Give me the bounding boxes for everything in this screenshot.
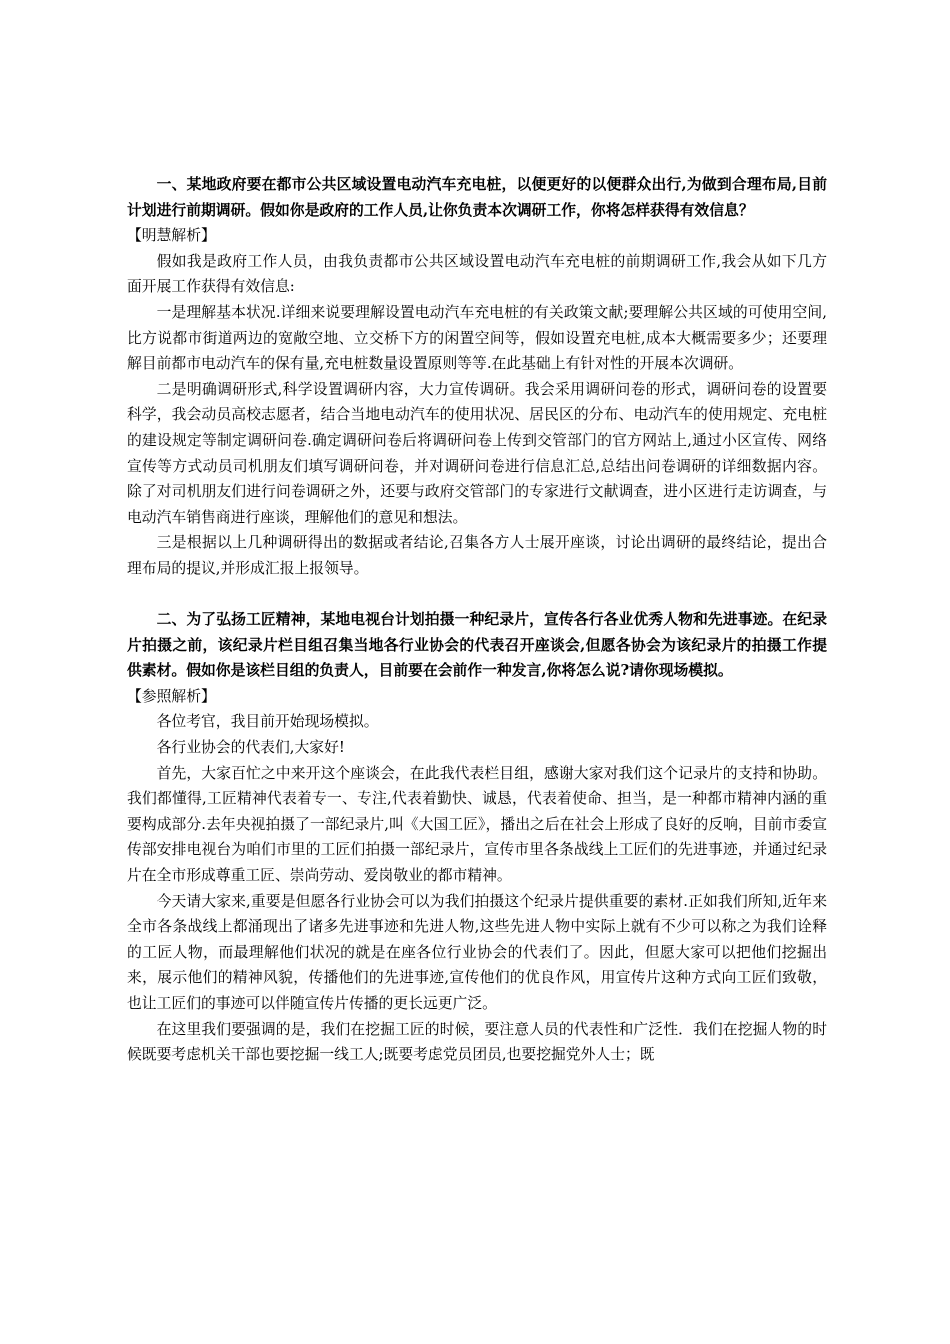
- answer-2-paragraph: 首先，大家百忙之中来开这个座谈会，在此我代表栏目组，感谢大家对我们这个记录片的支持和协助。我们都懂得,工匠精神代表着专一、专注,代表着勤快、诚恳，代表着使命、担当，是一种都市精神内涵的重要构成部分.去年央视拍摄了一部纪录片,叫《大国工匠》，播出之后在社会上形成了良好的反响，目前市委宣传部安排电视台为咱们市里的工匠们拍摄一部纪录片，宣传市里各条战线上工匠们的先进事迹，并通过纪录片在全市形成尊重工匠、崇尚劳动、爱岗敬业的都市精神。: [127, 764, 827, 885]
- answer-1-paragraph: 假如我是政府工作人员，由我负责都市公共区域设置电动汽车充电桩的前期调研工作,我会从如下几方面开展工作获得有效信息:: [127, 252, 827, 296]
- answer-1-paragraph: 二是明确调研形式,科学设置调研内容，大力宣传调研。我会采用调研问卷的形式，调研问卷的设置要科学，我会动员高校志愿者，结合当地电动汽车的使用状况、居民区的分布、电动汽车的使用规定、充电桩的建设规定等制定调研问卷.确定调研问卷后将调研问卷上传到交管部门的官方网站上,通过小区宣传、网络宣传等方式动员司机朋友们填写调研问卷，并对调研问卷进行信息汇总,总结出问卷调研的详细数据内容。除了对司机朋友们进行问卷调研之外，还要与政府交管部门的专家进行文献调查，进小区进行走访调查，与电动汽车销售商进行座谈，理解他们的意见和想法。: [127, 380, 827, 526]
- section-spacer: [127, 582, 827, 608]
- answer-2-paragraph: 各位考官，我目前开始现场模拟。: [156, 713, 379, 731]
- document-body: [127, 172, 827, 1068]
- answer-1-paragraph: 三是根据以上几种调研得出的数据或者结论,召集各方人士展开座谈，讨论出调研的最终结论，提出合理布局的提议,并形成汇报上报领导。: [127, 534, 827, 577]
- answer-2-paragraph: 各行业协会的代表们,大家好!: [156, 739, 345, 757]
- answer-2-paragraph: 今天请大家来,重要是但愿各行业协会可以为我们拍摄这个纪录片提供重要的素材.正如我们所知,近年来全市各条战线上都涌现出了诸多先进事迹和先进人物,这些先进人物中实际上就有不少可以称之为我们诠释的工匠人物，而最理解他们状况的就是在座各位行业协会的代表们了。因此，但愿大家可以把他们挖掘出来，展示他们的精神风貌，传播他们的先进事迹,宣传他们的优良作风，用宣传片这种方式向工匠们致敬，也让工匠们的事迹可以伴随宣传片传播的更长远更广泛。: [127, 892, 827, 1012]
- analysis-label-2: 【参照解析】: [127, 687, 216, 705]
- answer-2-paragraph: 在这里我们要强调的是，我们在挖掘工匠的时候，要注意人员的代表性和广泛性．我们在挖掘人物的时候既要考虑机关干部也要挖掘一线工人;既要考虑党员团员,也要挖掘党外人士；既: [127, 1020, 827, 1064]
- answer-1-paragraph: 一是理解基本状况.详细来说要理解设置电动汽车充电桩的有关政策文献;要理解公共区域的可使用空间,比方说都市街道两边的宽敞空地、立交桥下方的闲置空间等，假如设置充电桩,成本大概需要多少；还要理解目前都市电动汽车的保有量,充电桩数量设置原则等等.在此基础上有针对性的开展本次调研。: [127, 303, 827, 373]
- question-1: 一、某地政府要在都市公共区域设置电动汽车充电桩，以便更好的以便群众出行,为做到合理布局,目前计划进行前期调研。假如你是政府的工作人员,让你负责本次调研工作，你将怎样获得有效信息？: [127, 176, 827, 219]
- analysis-label-1: 【明慧解析】: [127, 227, 216, 245]
- question-2: 二、为了弘扬工匠精神，某地电视台计划拍摄一种纪录片，宣传各行各业优秀人物和先进事迹。在纪录片拍摄之前，该纪录片栏目组召集当地各行业协会的代表召开座谈会,但愿各协会为该纪录片的拍摄工作提供素材。假如你是该栏目组的负责人，目前要在会前作一种发言,你将怎么说?请你现场模拟。: [127, 611, 827, 680]
